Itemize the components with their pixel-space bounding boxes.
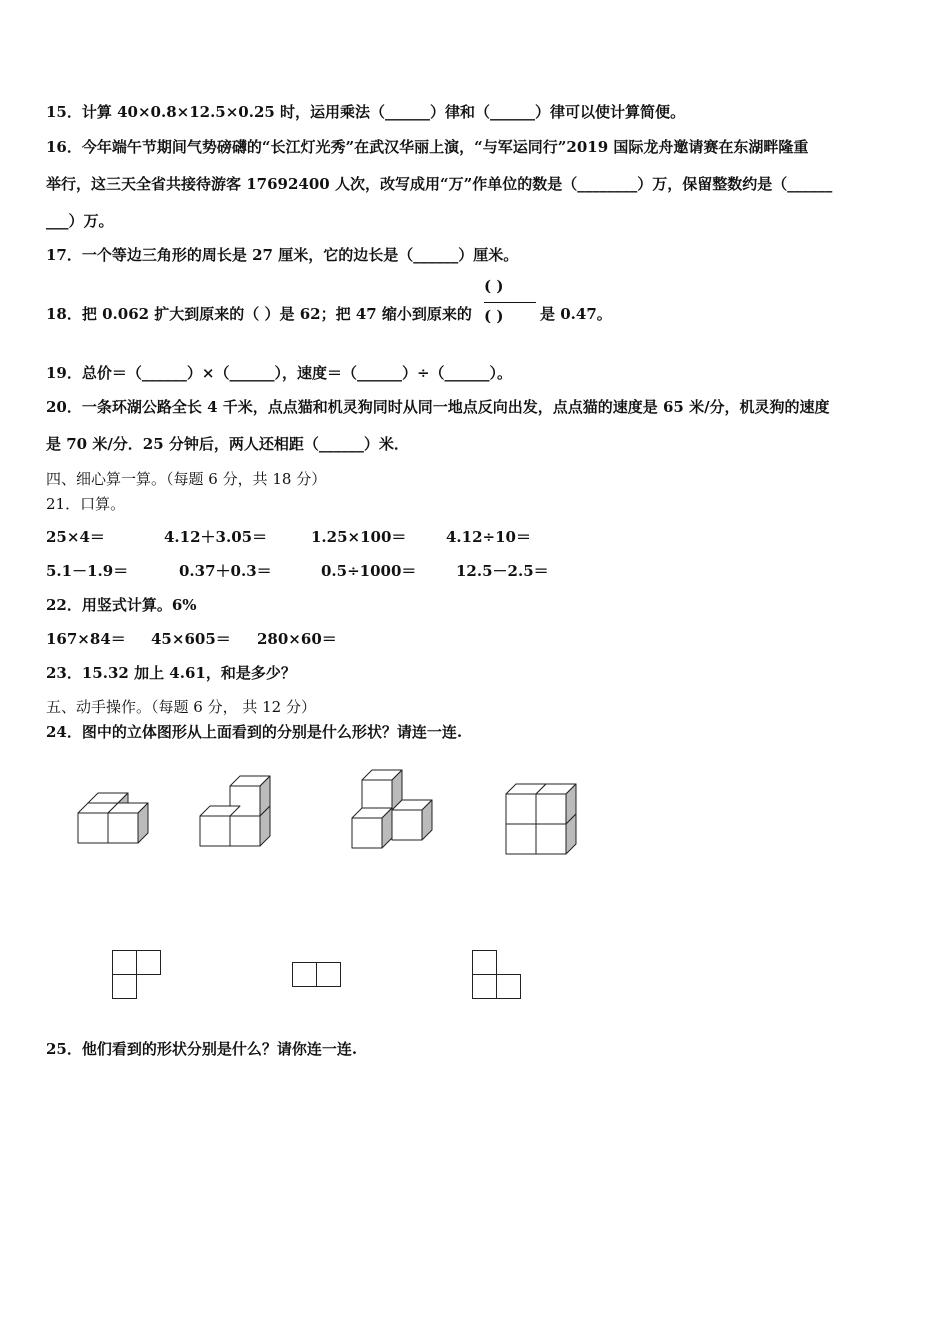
mental-calc-item: 12.5－2.5＝ <box>456 562 549 580</box>
question-18-tail: 是 0.47。 <box>540 305 612 323</box>
mental-calc-item: 4.12＋3.05＝ <box>164 528 268 546</box>
top-view-shape-1 <box>112 950 164 1002</box>
section-5-heading: 五、动手操作。（每题 6 分， 共 12 分） <box>46 698 316 716</box>
solid-figure-4 <box>498 780 588 860</box>
question-25: 25．他们看到的形状分别是什么？请你连一连. <box>46 1040 358 1058</box>
question-24: 24．图中的立体图形从上面看到的分别是什么形状？请连一连. <box>46 723 463 741</box>
question-20-line1: 20．一条环湖公路全长 4 千米，点点猫和机灵狗同时从同一地点反向出发，点点猫的速度是 65 米/分，机灵狗的速度 <box>46 398 830 416</box>
fraction-bar <box>484 302 536 303</box>
vertical-calc-item: 280×60＝ <box>257 630 337 648</box>
mental-calc-item: 0.5÷1000＝ <box>321 562 417 580</box>
question-19: 19．总价＝（______）×（______），速度＝（______）÷（______）。 <box>46 364 513 382</box>
question-15: 15．计算 40×0.8×12.5×0.25 时，运用乘法（______）律和（______）律可以使计算简便。 <box>46 103 686 121</box>
question-22: 22．用竖式计算。6% <box>46 596 197 614</box>
section-4-heading: 四、细心算一算。（每题 6 分，共 18 分） <box>46 470 327 488</box>
fraction-numerator: ( ) <box>484 277 504 295</box>
vertical-calc-item: 45×605＝ <box>151 630 231 648</box>
question-21: 21．口算。 <box>46 495 126 513</box>
question-18-fraction <box>484 276 540 328</box>
vertical-calc-item: 167×84＝ <box>46 630 126 648</box>
mental-calc-item: 5.1－1.9＝ <box>46 562 129 580</box>
question-16-line1: 16．今年端午节期间气势磅礴的“长江灯光秀”在武汉华丽上演，“与军运同行”2019 国际龙舟邀请赛在东湖畔隆重 <box>46 138 809 156</box>
question-18-text: 18．把 0.062 扩大到原来的（ ）是 62；把 47 缩小到原来的 <box>46 305 472 323</box>
mental-calc-item: 4.12÷10＝ <box>446 528 531 546</box>
mental-calc-item: 1.25×100＝ <box>311 528 407 546</box>
fraction-denominator: ( ) <box>484 307 504 325</box>
mental-calc-item: 0.37＋0.3＝ <box>179 562 272 580</box>
top-view-shape-2 <box>292 962 344 990</box>
question-23: 23．15.32 加上 4.61，和是多少？ <box>46 664 296 682</box>
top-view-shape-3 <box>472 950 524 1002</box>
solid-figure-3 <box>344 766 444 856</box>
question-17: 17．一个等边三角形的周长是 27 厘米，它的边长是（______）厘米。 <box>46 246 519 264</box>
question-20-line2: 是 70 米/分．25 分钟后，两人还相距（______）米． <box>46 435 409 453</box>
solid-figure-1 <box>70 785 160 850</box>
mental-calc-item: 25×4＝ <box>46 528 105 546</box>
solid-figure-2 <box>192 772 282 852</box>
question-16-line2: 举行，这三天全省共接待游客 17692400 人次，改写成用“万”作单位的数是（________）万，保留整数约是（______ <box>46 175 833 193</box>
question-16-line3: ___）万。 <box>46 212 114 230</box>
